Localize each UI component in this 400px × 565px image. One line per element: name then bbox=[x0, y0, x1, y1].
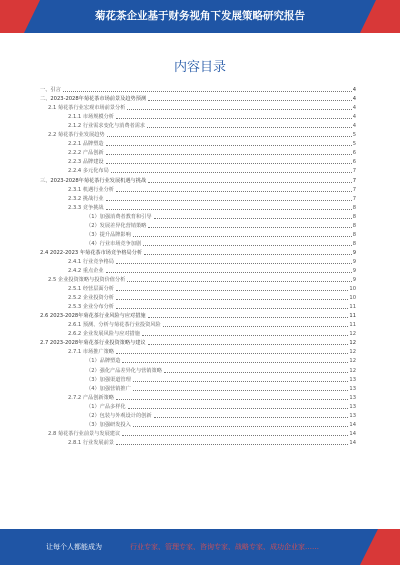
toc-entry-page: 14 bbox=[349, 421, 356, 428]
toc-entry[interactable] bbox=[40, 292, 356, 301]
toc-entry-label: （3）加强渠道管理 bbox=[86, 376, 131, 383]
toc-leader-dots bbox=[116, 308, 348, 309]
toc-leader-dots bbox=[143, 245, 352, 246]
toc-entry-label: 一、引言 bbox=[40, 87, 61, 94]
toc-entry-page: 12 bbox=[349, 367, 356, 374]
toc-entry[interactable] bbox=[40, 310, 356, 319]
footer-slogan-right: 行业专家、管理专家、咨询专家、战略专家、成功企业家…… bbox=[130, 543, 319, 551]
toc-entry-label: 2.2.3 品牌建设 bbox=[68, 159, 104, 166]
toc-entry-label: 2.3.3 竞争挑战 bbox=[68, 204, 104, 211]
toc-leader-dots bbox=[116, 118, 352, 119]
toc-leader-dots bbox=[116, 399, 348, 400]
toc-leader-dots bbox=[128, 408, 349, 409]
toc-entry-label: 三、2023-2028年菊花茶行业发展机遇与挑战 bbox=[40, 177, 147, 184]
header-accent-left bbox=[0, 0, 40, 33]
toc-entry-label: 2.1 菊花茶行业宏观市场前景分析 bbox=[48, 105, 126, 112]
toc-entry[interactable] bbox=[40, 84, 356, 93]
header-bar bbox=[0, 0, 400, 33]
toc-leader-dots bbox=[107, 136, 352, 137]
toc-leader-dots bbox=[127, 281, 351, 282]
toc-heading: 内容目录 bbox=[173, 60, 226, 75]
toc-leader-dots bbox=[111, 172, 352, 173]
toc-leader-dots bbox=[122, 435, 348, 436]
toc-entry-page: 11 bbox=[349, 304, 356, 311]
toc-entry[interactable] bbox=[40, 383, 356, 392]
toc-entry-page: 13 bbox=[349, 403, 356, 410]
footer-slogan-left: 让每个人都能成为 bbox=[46, 543, 102, 551]
toc-entry[interactable] bbox=[40, 410, 356, 419]
toc-entry-label: 2.7.1 市场推广策略 bbox=[68, 349, 114, 356]
toc-entry-page: 12 bbox=[349, 358, 356, 365]
toc-entry[interactable] bbox=[40, 401, 356, 410]
toc-entry-page: 11 bbox=[349, 313, 356, 320]
toc-entry[interactable] bbox=[40, 102, 356, 111]
toc-entry-page: 13 bbox=[349, 394, 356, 401]
toc-entry-page: 6 bbox=[352, 159, 356, 166]
toc-leader-dots bbox=[148, 227, 351, 228]
toc-leader-dots bbox=[116, 191, 352, 192]
toc-entry-page: 8 bbox=[352, 222, 356, 229]
toc-leader-dots bbox=[133, 236, 352, 237]
toc-entry-page: 4 bbox=[352, 96, 356, 103]
toc-entry-page: 13 bbox=[349, 412, 356, 419]
toc-leader-dots bbox=[147, 127, 352, 128]
toc-leader-dots bbox=[148, 344, 349, 345]
toc-entry[interactable] bbox=[40, 111, 356, 120]
toc-leader-dots bbox=[116, 353, 348, 354]
toc-entry-page: 8 bbox=[352, 204, 356, 211]
toc-entry[interactable] bbox=[40, 229, 356, 238]
toc-leader-dots bbox=[163, 326, 349, 327]
toc-entry[interactable] bbox=[40, 156, 356, 165]
toc-entry-page: 4 bbox=[352, 87, 356, 94]
toc-entry[interactable] bbox=[40, 337, 356, 346]
toc-entry[interactable] bbox=[40, 328, 356, 337]
toc-entry-label: （1）产品多样化 bbox=[86, 403, 126, 410]
toc-entry[interactable] bbox=[40, 202, 356, 211]
toc-leader-dots bbox=[106, 145, 352, 146]
toc-leader-dots bbox=[148, 182, 352, 183]
toc-entry[interactable] bbox=[40, 120, 356, 129]
toc-entry-label: 2.2 菊花茶行业发展趋势 bbox=[48, 132, 105, 139]
toc-entry-label: 2.7 2023-2028年菊花茶行业投资策略与建议 bbox=[40, 340, 146, 347]
toc-entry-label: 2.6.2 企业发展风险与应对措施 bbox=[68, 331, 140, 338]
toc-entry-page: 8 bbox=[352, 213, 356, 220]
toc-entry-page: 9 bbox=[352, 277, 356, 284]
toc-entry-page: 8 bbox=[352, 231, 356, 238]
toc-entry-label: 2.6 2023-2028年菊花茶行业风险与应对措施 bbox=[40, 313, 146, 320]
toc-leader-dots bbox=[133, 390, 349, 391]
toc-entry[interactable] bbox=[40, 428, 356, 437]
toc-entry-page: 5 bbox=[352, 141, 356, 148]
toc-entry[interactable] bbox=[40, 355, 356, 364]
toc-entry-label: 2.7.2 产品创新策略 bbox=[68, 394, 114, 401]
toc-leader-dots bbox=[63, 91, 352, 92]
toc-entry-label: （2）强化产品差异化与营销策略 bbox=[86, 367, 162, 374]
toc-entry-label: 2.2.4 多元化布局 bbox=[68, 168, 109, 175]
toc-entry-label: （4）行业市场竞争加剧 bbox=[86, 240, 142, 247]
toc-entry[interactable] bbox=[40, 93, 356, 102]
toc-leader-dots bbox=[164, 372, 348, 373]
toc-entry[interactable] bbox=[40, 256, 356, 265]
toc-entry-page: 12 bbox=[349, 349, 356, 356]
footer-bar bbox=[0, 529, 400, 565]
toc-leader-dots bbox=[106, 272, 352, 273]
toc-entry-label: 2.2.1 品牌塑造 bbox=[68, 141, 104, 148]
toc-entry-label: 2.5.1 经营层面分析 bbox=[68, 286, 114, 293]
toc-entry-page: 8 bbox=[352, 240, 356, 247]
toc-entry[interactable] bbox=[40, 346, 356, 355]
toc-entry-page: 4 bbox=[352, 114, 356, 121]
toc-leader-dots bbox=[116, 299, 348, 300]
toc-entry[interactable] bbox=[40, 265, 356, 274]
toc-entry-label: 2.1.1 市场规模分析 bbox=[68, 114, 114, 121]
toc-entry-label: 2.5.2 企业投资分析 bbox=[68, 295, 114, 302]
toc-entry-label: （3）提升品牌影响 bbox=[86, 231, 131, 238]
toc-entry[interactable] bbox=[40, 283, 356, 292]
toc-entry-page: 11 bbox=[349, 322, 356, 329]
toc-leader-dots bbox=[154, 218, 352, 219]
toc-entry-label: 二、2023-2028年菊花茶市场前景及趋势预测 bbox=[40, 96, 147, 103]
toc-entry-page: 14 bbox=[349, 439, 356, 446]
toc-entry-page: 9 bbox=[352, 249, 356, 256]
footer-accent bbox=[360, 529, 400, 565]
toc-leader-dots bbox=[154, 417, 349, 418]
toc-entry[interactable] bbox=[40, 392, 356, 401]
toc-entry[interactable] bbox=[40, 193, 356, 202]
toc-entry-page: 10 bbox=[349, 295, 356, 302]
toc-entry-page: 12 bbox=[349, 331, 356, 338]
toc-entry-page: 13 bbox=[349, 385, 356, 392]
toc-entry-label: 2.4 2022-2023 年菊花茶市场竞争格局分析 bbox=[40, 249, 143, 256]
toc-leader-dots bbox=[133, 381, 349, 382]
toc-entry-label: 2.3.2 挑战行业 bbox=[68, 195, 104, 202]
toc-entry[interactable] bbox=[40, 184, 356, 193]
toc-entry-label: （4）加强营销推广 bbox=[86, 385, 131, 392]
toc-entry[interactable] bbox=[40, 129, 356, 138]
toc-entry[interactable] bbox=[40, 319, 356, 328]
toc-entry[interactable] bbox=[40, 174, 356, 183]
toc-leader-dots bbox=[106, 200, 352, 201]
toc-entry-label: 2.5.3 企业分布分析 bbox=[68, 304, 114, 311]
toc-leader-dots bbox=[127, 109, 351, 110]
toc-entry-label: （3）加强研发投入 bbox=[86, 421, 131, 428]
toc-entry-label: 2.4.1 行业竞争格局 bbox=[68, 258, 114, 265]
toc-leader-dots bbox=[106, 209, 352, 210]
toc-entry[interactable] bbox=[40, 220, 356, 229]
toc-entry[interactable] bbox=[40, 238, 356, 247]
toc-leader-dots bbox=[144, 254, 352, 255]
toc-entry-label: 2.8 菊花茶行业前景与发展建议 bbox=[48, 430, 121, 437]
toc-entry[interactable] bbox=[40, 138, 356, 147]
toc-entry-page: 12 bbox=[349, 340, 356, 347]
toc-leader-dots bbox=[106, 163, 352, 164]
toc-entry-page: 7 bbox=[352, 177, 356, 184]
toc-leader-dots bbox=[116, 263, 352, 264]
toc-leader-dots bbox=[116, 444, 348, 445]
toc-entry-label: （2）包装与外观设计的创新 bbox=[86, 412, 152, 419]
toc-entry-page: 4 bbox=[352, 123, 356, 130]
toc-entry-label: 2.2.2 产品创新 bbox=[68, 150, 104, 157]
header-accent-right bbox=[360, 0, 400, 33]
toc-leader-dots bbox=[148, 100, 352, 101]
toc-entry[interactable] bbox=[40, 211, 356, 220]
toc-entry[interactable] bbox=[40, 364, 356, 373]
toc-entry[interactable] bbox=[40, 247, 356, 256]
toc-entry[interactable] bbox=[40, 165, 356, 174]
document-title: 菊花茶企业基于财务视角下发展策略研究报告 bbox=[95, 10, 305, 22]
toc-entry[interactable] bbox=[40, 274, 356, 283]
toc-entry-label: （1）加强消费者教育和引导 bbox=[86, 213, 152, 220]
toc-entry-label: 2.8.1 行业发展前景 bbox=[68, 439, 114, 446]
toc-leader-dots bbox=[116, 290, 348, 291]
toc-entry-page: 9 bbox=[352, 258, 356, 265]
toc-entry-label: 2.5 企业投资策略与投资价值分析 bbox=[48, 277, 126, 284]
toc-entry-label: 2.6.1 预测、分析与菊花茶行业投资风险 bbox=[68, 322, 161, 329]
toc-entry-page: 9 bbox=[352, 267, 356, 274]
toc-leader-dots bbox=[133, 426, 349, 427]
toc-entry-page: 6 bbox=[352, 150, 356, 157]
toc-entry-label: 2.1.2 行业需求变化与消费者需求 bbox=[68, 123, 146, 130]
toc-entry-page: 7 bbox=[352, 168, 356, 175]
toc-entry-page: 7 bbox=[352, 186, 356, 193]
toc-entry-label: （1）品牌塑造 bbox=[86, 358, 121, 365]
toc-entry-page: 13 bbox=[349, 376, 356, 383]
toc-entry-page: 4 bbox=[352, 105, 356, 112]
toc-leader-dots bbox=[106, 154, 352, 155]
toc-entry-page: 5 bbox=[352, 132, 356, 139]
toc-entry-page: 10 bbox=[349, 286, 356, 293]
toc-entry[interactable] bbox=[40, 301, 356, 310]
table-of-contents bbox=[40, 84, 356, 446]
toc-entry[interactable] bbox=[40, 437, 356, 446]
toc-leader-dots bbox=[122, 362, 348, 363]
toc-entry[interactable] bbox=[40, 374, 356, 383]
toc-entry[interactable] bbox=[40, 419, 356, 428]
toc-entry-label: （2）发展差异化营销策略 bbox=[86, 222, 147, 229]
toc-entry-page: 7 bbox=[352, 195, 356, 202]
toc-entry-page: 14 bbox=[349, 430, 356, 437]
toc-entry-label: 2.4.2 重点企业 bbox=[68, 267, 104, 274]
toc-leader-dots bbox=[148, 317, 349, 318]
toc-leader-dots bbox=[142, 335, 348, 336]
toc-entry[interactable] bbox=[40, 147, 356, 156]
toc-entry-label: 2.3.1 机遇行业分析 bbox=[68, 186, 114, 193]
